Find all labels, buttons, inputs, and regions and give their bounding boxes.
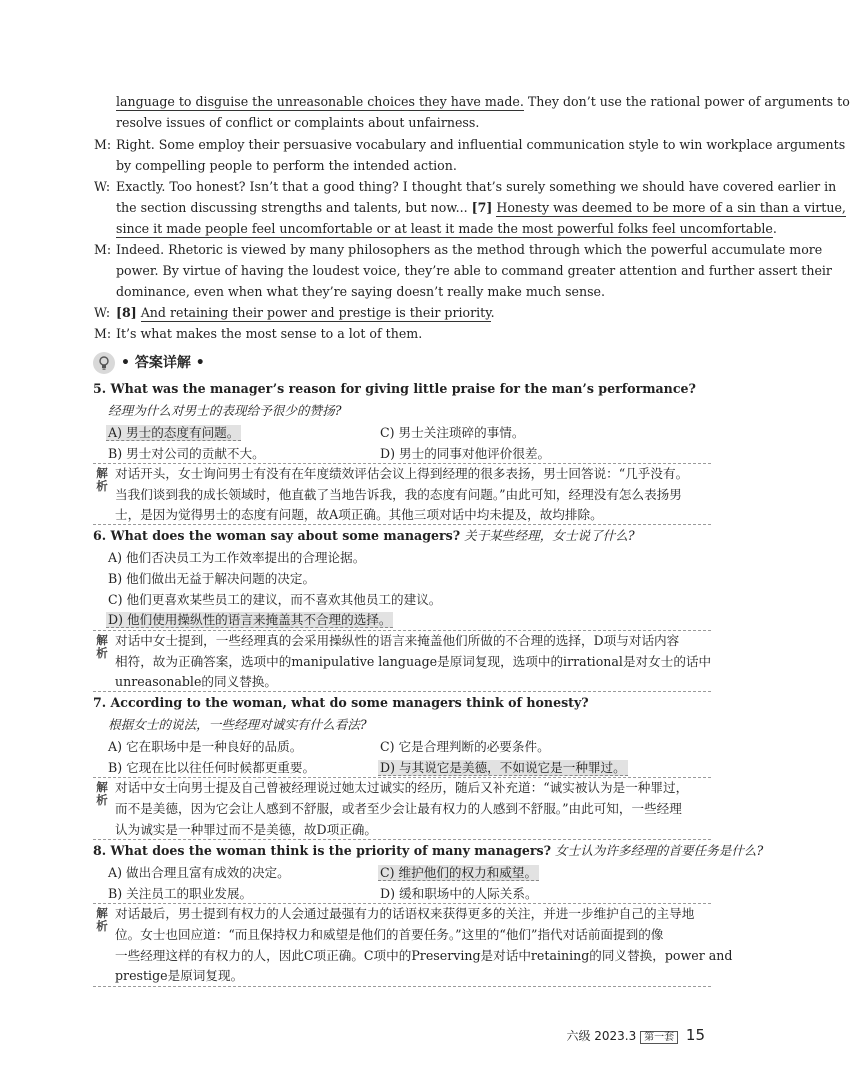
question-7: 7. According to the woman, what do some managers think of honesty? — [93, 695, 589, 710]
set-label: 第一套 — [640, 1031, 678, 1044]
question-5: 5. What was the manager’s reason for giving little praise for the man’s performance? — [93, 381, 696, 396]
question-8-en: 8. What does the woman think is the priority of many managers? — [93, 843, 552, 858]
transcript-line — [116, 305, 495, 321]
option-c: C) 男士关注琐碎的事情。 — [380, 425, 525, 440]
transcript-line: dominance, even when what they’re saying doesn’t really make much sense. — [116, 284, 606, 299]
badge-char: 析 — [96, 646, 108, 660]
option-c: C) 他们更喜欢某些员工的建议，而不喜欢其他员工的建议。 — [108, 592, 442, 607]
badge-char: 解 — [96, 633, 108, 647]
underlined-text: language to disguise the unreasonable choices they have made. — [116, 94, 524, 109]
analysis-line: 对话中女士向男士提及自己曾被经理说过她太过诚实的经历，随后又补充道：“诚实被认为是一种罪过， — [115, 780, 689, 795]
analysis-line: 位。女士也回应道：“而且保持权力和威望是他们的首要任务。”这里的“他们”指代对话前面提到的像 — [115, 927, 664, 942]
option-d: D) 男士的同事对他评价很差。 — [380, 446, 551, 461]
option-b: B) 关注员工的职业发展。 — [108, 886, 253, 901]
transcript-text: They don’t use the rational power of arguments to — [523, 94, 850, 109]
transcript-text: . — [772, 221, 777, 236]
analysis-line: prestige是原词复现。 — [115, 968, 244, 983]
question-6 — [93, 528, 635, 544]
option-d — [106, 612, 393, 628]
option-b: B) 它现在比以往任何时候都更重要。 — [108, 760, 316, 775]
question-6-en: 6. What does the woman say about some managers? — [93, 528, 461, 543]
transcript-line: Exactly. Too honest? Isn’t that a good thing? I thought that’s surely something we should have covered earlier in — [116, 179, 837, 194]
publication-label: 六级 2023.3 — [566, 1029, 637, 1043]
lightbulb-icon — [93, 352, 115, 374]
analysis-line: 相符，故为正确答案，选项中的manipulative language是原词复现，选项中的irrational是对女士的话中 — [115, 654, 712, 669]
transcript-text: . — [490, 305, 495, 320]
transcript-line: Right. Some employ their persuasive vocabulary and influential communication style to win workplace arguments — [116, 137, 846, 152]
badge-char: 析 — [96, 919, 108, 933]
analysis-box — [93, 630, 711, 692]
page-number: 15 — [685, 1026, 705, 1044]
analysis-line: 一些经理这样的有权力的人，因此C项正确。C项中的Preserving是对话中retaining的同义替换，power and — [115, 948, 733, 963]
analysis-line: unreasonable的同义替换。 — [115, 674, 277, 689]
question-marker: [7] — [471, 200, 493, 215]
transcript-line — [116, 221, 777, 237]
option-b: B) 他们做出无益于解决问题的决定。 — [108, 571, 316, 586]
badge-char: 析 — [96, 479, 108, 493]
analysis-box — [93, 463, 711, 525]
badge-char: 解 — [96, 466, 108, 480]
page-footer — [566, 1027, 705, 1046]
underlined-text: And retaining their power and prestige is their priority — [140, 305, 491, 320]
analysis-badge — [95, 634, 109, 660]
option-d: D) 缓和职场中的人际关系。 — [380, 886, 538, 901]
underlined-text: Honesty was deemed to be more of a sin than a virtue, — [496, 200, 846, 215]
question-8 — [93, 843, 763, 859]
question-7-zh: 根据女士的说法，一些经理对诚实有什么看法? — [108, 717, 367, 732]
transcript-text: the section discussing strengths and talents, but now... — [116, 200, 472, 215]
question-marker: [8] — [116, 305, 137, 320]
transcript-line: by compelling people to perform the intended action. — [116, 158, 457, 173]
question-8-zh: 女士认为许多经理的首要任务是什么? — [551, 843, 764, 858]
analysis-box — [93, 777, 711, 840]
option-a: A) 他们否决员工为工作效率提出的合理论据。 — [108, 550, 366, 565]
option-b: B) 男士对公司的贡献不大。 — [108, 446, 265, 461]
analysis-line: 认为诚实是一种罪过而不是美德，故D项正确。 — [115, 822, 377, 837]
badge-char: 解 — [96, 780, 108, 794]
badge-char: 解 — [96, 906, 108, 920]
analysis-line: 而不是美德，因为它会让人感到不舒服，或者至少会让最有权力的人感到不舒服。”由此可知，一些经理 — [115, 801, 682, 816]
section-header — [93, 352, 215, 374]
option-a: A) 它在职场中是一种良好的品质。 — [108, 739, 303, 754]
question-5-zh: 经理为什么对男士的表现给予很少的赞扬? — [108, 403, 342, 418]
analysis-box — [93, 903, 733, 987]
analysis-badge — [95, 781, 109, 807]
transcript-line — [116, 200, 846, 216]
transcript-line: resolve issues of conflict or complaints about unfairness. — [116, 115, 480, 130]
transcript-line: It’s what makes the most sense to a lot of them. — [116, 326, 423, 341]
option-a: A) 做出合理且富有成效的决定。 — [108, 865, 290, 880]
speaker-label: W: — [94, 305, 111, 320]
analysis-line: 当我们谈到我的成长领域时，他直截了当地告诉我，我的态度有问题。”由此可知，经理没有怎么表扬男 — [115, 487, 682, 502]
analysis-line: 对话最后，男士提到有权力的人会通过最强有力的话语权来获得更多的关注，并进一步维护自己的主导地 — [115, 906, 695, 921]
option-a — [106, 425, 241, 441]
analysis-badge — [95, 467, 109, 493]
speaker-label: M: — [94, 242, 112, 257]
speaker-label: M: — [94, 326, 112, 341]
question-6-zh: 关于某些经理，女士说了什么? — [460, 528, 635, 543]
underlined-text: since it made people feel uncomfortable or at least it made the most powerful folks feel uncomfortable — [116, 221, 773, 236]
analysis-line: 对话中女士提到，一些经理真的会采用操纵性的语言来掩盖他们所做的不合理的选择，D项与对话内容 — [115, 633, 680, 648]
option-c — [378, 865, 539, 881]
option-c: C) 它是合理判断的必要条件。 — [380, 739, 550, 754]
speaker-label: M: — [94, 137, 112, 152]
section-title: • 答案详解 • — [121, 355, 205, 371]
speaker-label: W: — [94, 179, 111, 194]
option-d — [378, 760, 628, 776]
correct-answer: C) 维护他们的权力和威望。 — [380, 865, 538, 880]
analysis-line: 士，是因为觉得男士的态度有问题，故A项正确。其他三项对话中均未提及，故均排除。 — [115, 507, 603, 522]
correct-answer: D) 与其说它是美德，不如说它是一种罪过。 — [380, 760, 626, 775]
badge-char: 析 — [96, 793, 108, 807]
transcript-line: Indeed. Rhetoric is viewed by many philosophers as the method through which the powerful accumulate more — [116, 242, 823, 257]
transcript-line: power. By virtue of having the loudest voice, they’re able to command greater attention and further assert their — [116, 263, 832, 278]
analysis-line: 对话开头，女士询问男士有没有在年度绩效评估会议上得到经理的很多表扬，男士回答说：“几乎没有。 — [115, 466, 689, 481]
analysis-badge — [95, 907, 109, 933]
correct-answer: A) 男士的态度有问题。 — [108, 425, 240, 440]
transcript-line — [116, 94, 850, 110]
correct-answer: D) 他们使用操纵性的语言来掩盖其不合理的选择。 — [108, 612, 392, 627]
